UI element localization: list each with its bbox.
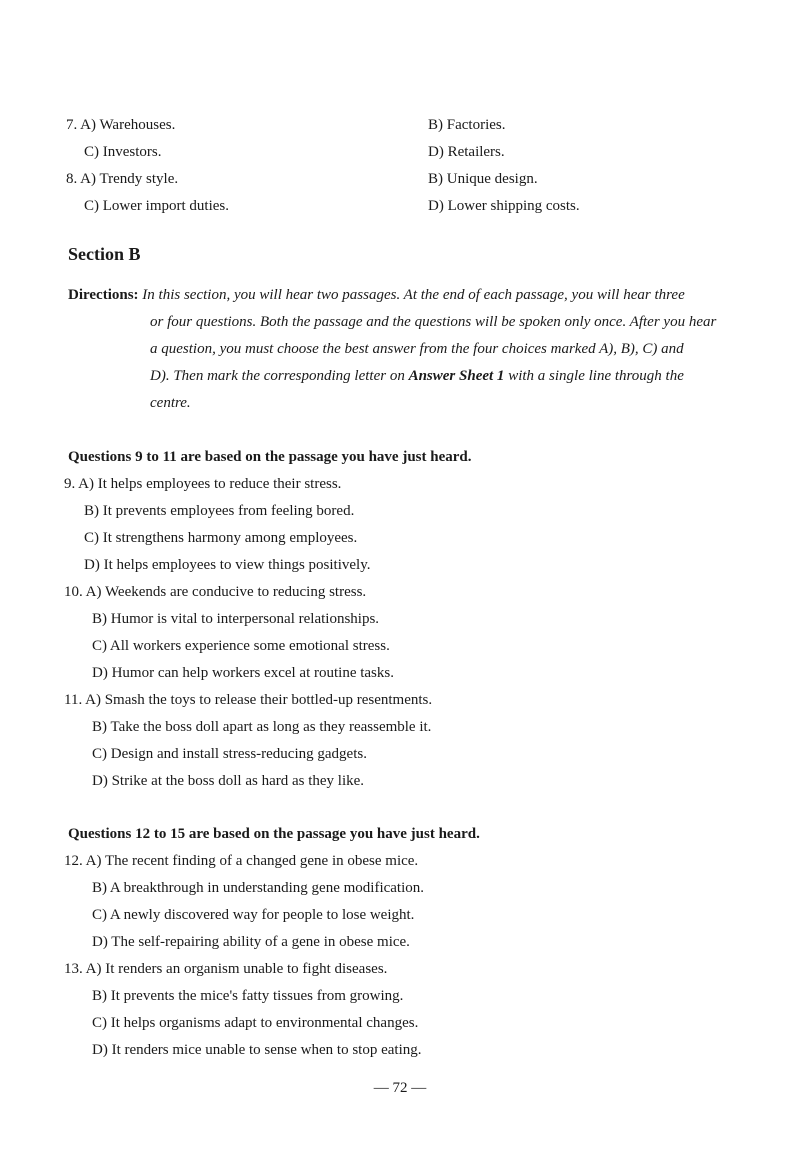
q9-option-d: D) It helps employees to view things positively. bbox=[84, 557, 371, 573]
q7-option-c: C) Investors. bbox=[84, 144, 162, 160]
directions-line-2: or four questions. Both the passage and the questions will be spoken only once. After you hear bbox=[150, 314, 717, 330]
q11-option-a: 11. A) Smash the toys to release their bottled-up resentments. bbox=[64, 692, 433, 708]
q11-option-c: C) Design and install stress-reducing gadgets. bbox=[92, 746, 367, 762]
q10-option-d: D) Humor can help workers excel at routine tasks. bbox=[92, 665, 394, 681]
q10-option-c: C) All workers experience some emotional stress. bbox=[92, 638, 390, 654]
q12-option-c: C) A newly discovered way for people to lose weight. bbox=[92, 907, 415, 923]
q10-option-b: B) Humor is vital to interpersonal relationships. bbox=[92, 611, 380, 627]
answer-sheet-label: Answer Sheet 1 bbox=[408, 368, 505, 384]
q13-option-a: 13. A) It renders an organism unable to fight diseases. bbox=[64, 961, 388, 977]
q13-option-c: C) It helps organisms adapt to environmental changes. bbox=[92, 1015, 419, 1031]
directions-label: Directions: bbox=[68, 287, 139, 303]
q9-option-c: C) It strengthens harmony among employees. bbox=[84, 530, 358, 546]
q7-option-d: D) Retailers. bbox=[428, 144, 505, 160]
directions-line-1 bbox=[68, 286, 685, 304]
directions-line-5: centre. bbox=[150, 395, 191, 411]
directions-text-4-tail: with a single line through the bbox=[504, 368, 684, 384]
q8-option-d: D) Lower shipping costs. bbox=[428, 198, 580, 214]
group1-header: Questions 9 to 11 are based on the passage you have just heard. bbox=[68, 449, 472, 465]
q11-option-d: D) Strike at the boss doll as hard as they like. bbox=[92, 773, 365, 789]
directions-line-4 bbox=[150, 367, 684, 385]
q7-option-a: 7. A) Warehouses. bbox=[66, 117, 176, 133]
directions-line-3: a question, you must choose the best answer from the four choices marked A), B), C) and bbox=[150, 341, 684, 357]
group2-header: Questions 12 to 15 are based on the passage you have just heard. bbox=[68, 826, 480, 842]
q9-option-b: B) It prevents employees from feeling bored. bbox=[84, 503, 355, 519]
q8-option-a: 8. A) Trendy style. bbox=[66, 171, 179, 187]
q12-option-d: D) The self-repairing ability of a gene in obese mice. bbox=[92, 934, 410, 950]
section-title: Section B bbox=[68, 244, 141, 264]
q12-option-b: B) A breakthrough in understanding gene modification. bbox=[92, 880, 425, 896]
q11-option-b: B) Take the boss doll apart as long as they reassemble it. bbox=[92, 719, 432, 735]
directions-text-4: D). Then mark the corresponding letter on bbox=[150, 368, 409, 384]
directions-text-1: In this section, you will hear two passages. At the end of each passage, you will hear three bbox=[142, 287, 685, 303]
q8-option-c: C) Lower import duties. bbox=[84, 198, 229, 214]
q8-option-b: B) Unique design. bbox=[428, 171, 538, 187]
q13-option-b: B) It prevents the mice's fatty tissues from growing. bbox=[92, 988, 404, 1004]
page-number: — 72 — bbox=[373, 1080, 427, 1096]
q7-option-b: B) Factories. bbox=[428, 117, 506, 133]
q10-option-a: 10. A) Weekends are conducive to reducing stress. bbox=[64, 584, 367, 600]
q13-option-d: D) It renders mice unable to sense when to stop eating. bbox=[92, 1042, 422, 1058]
q12-option-a: 12. A) The recent finding of a changed gene in obese mice. bbox=[64, 853, 419, 869]
q9-option-a: 9. A) It helps employees to reduce their stress. bbox=[64, 476, 342, 492]
